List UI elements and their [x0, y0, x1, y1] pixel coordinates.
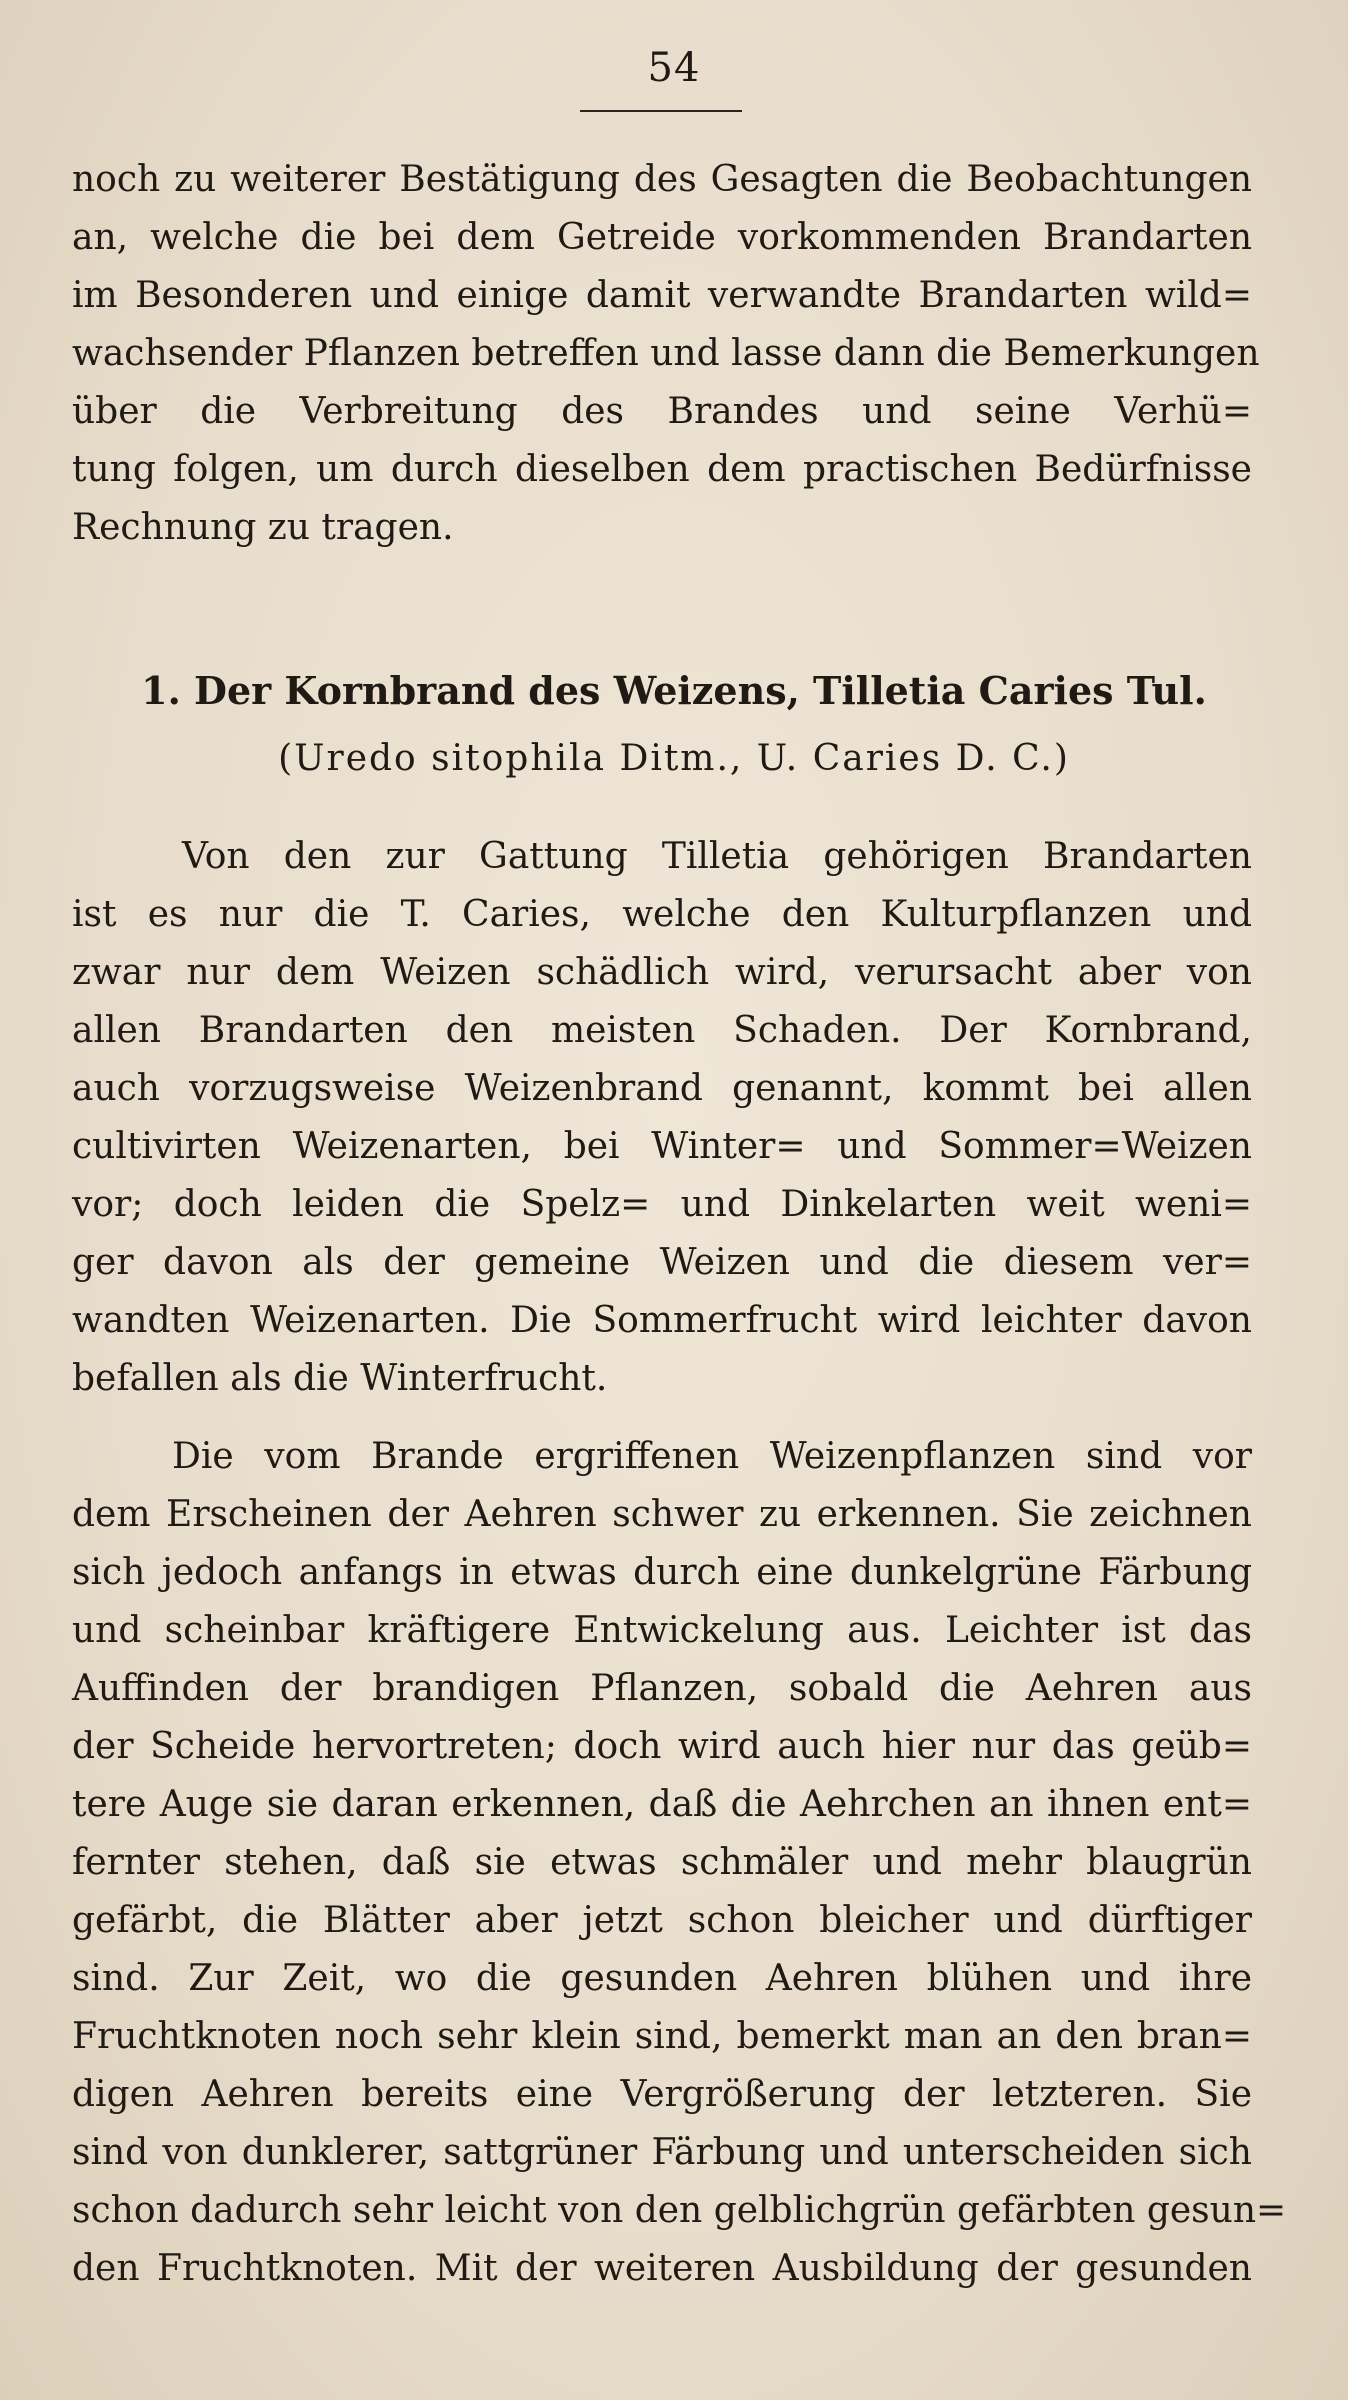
text-line: fernter stehen, daß sie etwas schmäler und mehr blaugrün: [72, 1842, 1252, 1883]
text-line: wandten Weizenarten. Die Sommerfrucht wird leichter davon: [72, 1300, 1252, 1341]
section-heading: 1. Der Kornbrand des Weizens, Tilletia Caries Tul.: [141, 668, 1207, 713]
text-line: allen Brandarten den meisten Schaden. Der Kornbrand,: [72, 1010, 1252, 1051]
text-line: auch vorzugsweise Weizenbrand genannt, kommt bei allen: [72, 1068, 1252, 1109]
text-line: der Scheide hervortreten; doch wird auch hier nur das geüb=: [72, 1726, 1252, 1767]
text-line: Die vom Brande ergriffenen Weizenpflanzen sind vor: [172, 1436, 1252, 1477]
text-line: vor; doch leiden die Spelz= und Dinkelarten weit weni=: [72, 1184, 1252, 1225]
text-line: tere Auge sie daran erkennen, daß die Aehrchen an ihnen ent=: [72, 1784, 1252, 1825]
text-line: ger davon als der gemeine Weizen und die diesem ver=: [72, 1242, 1252, 1283]
text-line: schon dadurch sehr leicht von den gelblichgrün gefärbten gesun=: [72, 2190, 1287, 2231]
page-number: 54: [647, 45, 701, 91]
text-line: sind von dunklerer, sattgrüner Färbung und unterscheiden sich: [72, 2132, 1252, 2173]
text-line: im Besonderen und einige damit verwandte Brandarten wild=: [72, 275, 1252, 316]
text-line: sich jedoch anfangs in etwas durch eine dunkelgrüne Färbung: [72, 1552, 1252, 1593]
text-line: über die Verbreitung des Brandes und seine Verhü=: [72, 391, 1252, 432]
text-line: Auffinden der brandigen Pflanzen, sobald die Aehren aus: [72, 1668, 1252, 1709]
text-line: und scheinbar kräftigere Entwickelung aus. Leichter ist das: [72, 1610, 1252, 1651]
text-line: gefärbt, die Blätter aber jetzt schon bleicher und dürftiger: [72, 1900, 1252, 1941]
text-line: dem Erscheinen der Aehren schwer zu erkennen. Sie zeichnen: [72, 1494, 1252, 1535]
text-line: cultivirten Weizenarten, bei Winter= und Sommer=Weizen: [72, 1126, 1252, 1167]
text-line: Rechnung zu tragen.: [72, 507, 454, 548]
text-line: tung folgen, um durch dieselben dem practischen Bedürfnisse: [72, 449, 1252, 490]
text-line: sind. Zur Zeit, wo die gesunden Aehren blühen und ihre: [72, 1958, 1252, 1999]
text-line: Fruchtknoten noch sehr klein sind, bemerkt man an den bran=: [72, 2016, 1252, 2057]
text-line: an, welche die bei dem Getreide vorkommenden Brandarten: [72, 217, 1252, 258]
page-header: [0, 45, 1348, 91]
text-line: digen Aehren bereits eine Vergrößerung der letzteren. Sie: [72, 2074, 1252, 2115]
text-line: befallen als die Winterfrucht.: [72, 1358, 608, 1399]
text-line: ist es nur die T. Caries, welche den Kulturpflanzen und: [72, 894, 1252, 935]
text-line: Von den zur Gattung Tilletia gehörigen Brandarten: [182, 836, 1252, 877]
text-line: den Fruchtknoten. Mit der weiteren Ausbildung der gesunden: [72, 2248, 1252, 2289]
section-subheading: (Uredo sitophila Ditm., U. Caries D. C.): [278, 738, 1070, 779]
header-rule: [580, 110, 742, 112]
text-line: wachsender Pflanzen betreffen und lasse dann die Bemerkungen: [72, 333, 1260, 374]
text-line: noch zu weiterer Bestätigung des Gesagten die Beobachtungen: [72, 159, 1252, 200]
text-line: zwar nur dem Weizen schädlich wird, verursacht aber von: [72, 952, 1252, 993]
